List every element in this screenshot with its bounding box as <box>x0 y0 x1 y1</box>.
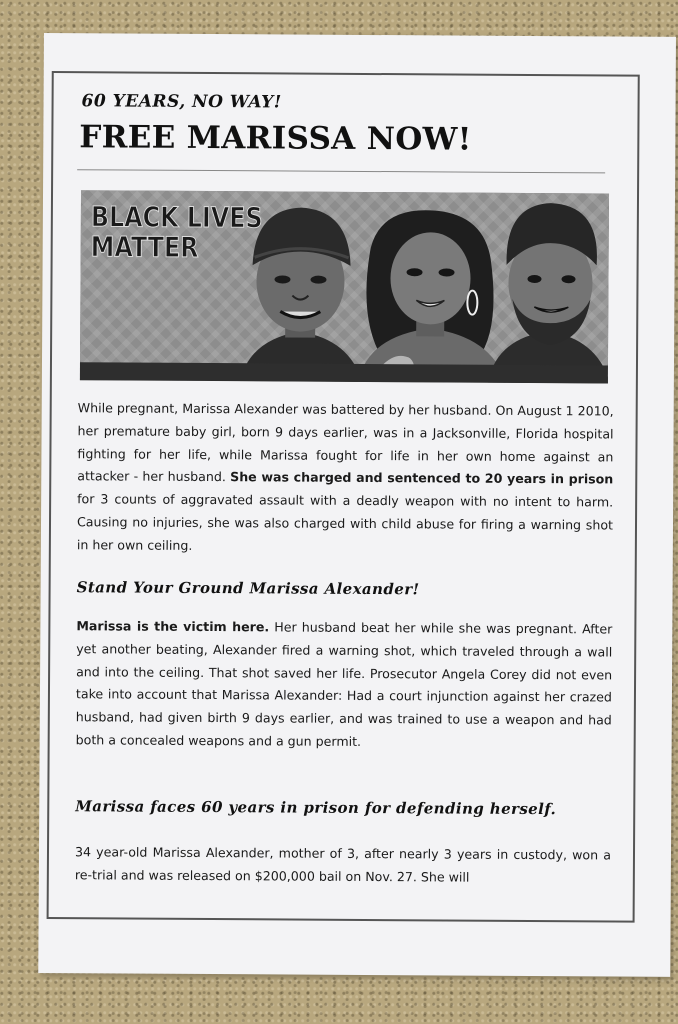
paragraph-intro-text: While pregnant, Marissa Alexander was battered by her husband. On August 1 2010, her premature baby girl, born 9 days earlier, was in a Jacksonville, Florida hospital fighting for her life, while Marissa fought for life in her own home against an attacker - her husband. <box>77 400 614 485</box>
paragraph-retrial: 34 year-old Marissa Alexander, mother of 3, after nearly 3 years in custody, won a re-trial and was released on $200,000 bail on Nov. 27. She will <box>74 844 612 885</box>
flyer-headline: FREE MARISSA NOW! <box>79 119 472 158</box>
portrait-illustration-right <box>488 199 609 384</box>
flyer-page <box>38 33 676 977</box>
paragraph-intro <box>77 397 614 560</box>
paragraph-intro-rest: for 3 counts of aggravated assault with a deadly weapon with no intent to harm. Causing no injuries, she was also charged with child abuse for firing a warning shot in her own ceiling. <box>76 491 614 553</box>
banner-logo-line1: BLACK LIVES <box>90 200 263 235</box>
banner-logo-line2: MATTER <box>90 230 199 264</box>
portrait-illustration-center <box>350 208 511 383</box>
paragraph-victim-bold: Marissa is the victim here. <box>76 618 270 635</box>
banner-footer-strip <box>80 362 608 383</box>
black-lives-matter-banner <box>80 190 609 383</box>
subhead-sixty-years: Marissa faces 60 years in prison for defending herself. <box>75 797 557 819</box>
paragraph-intro-bold: She was charged and sentenced to 20 years in prison <box>230 469 614 487</box>
subhead-stand-your-ground: Stand Your Ground Marissa Alexander! <box>76 578 420 599</box>
paragraph-victim-rest: Her husband beat her while she was pregnant. After yet another beating, Alexander fired a warning shot, which traveled through a wall and into the ceiling. That shot saved her life. Prosecutor Angela Corey did not even take into account that Marissa Alexander: Had a court injunction against her crazed husband, had given birth 9 days earlier, and was trained to use a weapon and had both a concealed weapons and a gun permit. <box>75 619 613 749</box>
paragraph-victim <box>76 615 613 755</box>
flyer-kicker: 60 YEARS, NO WAY! <box>81 91 282 113</box>
